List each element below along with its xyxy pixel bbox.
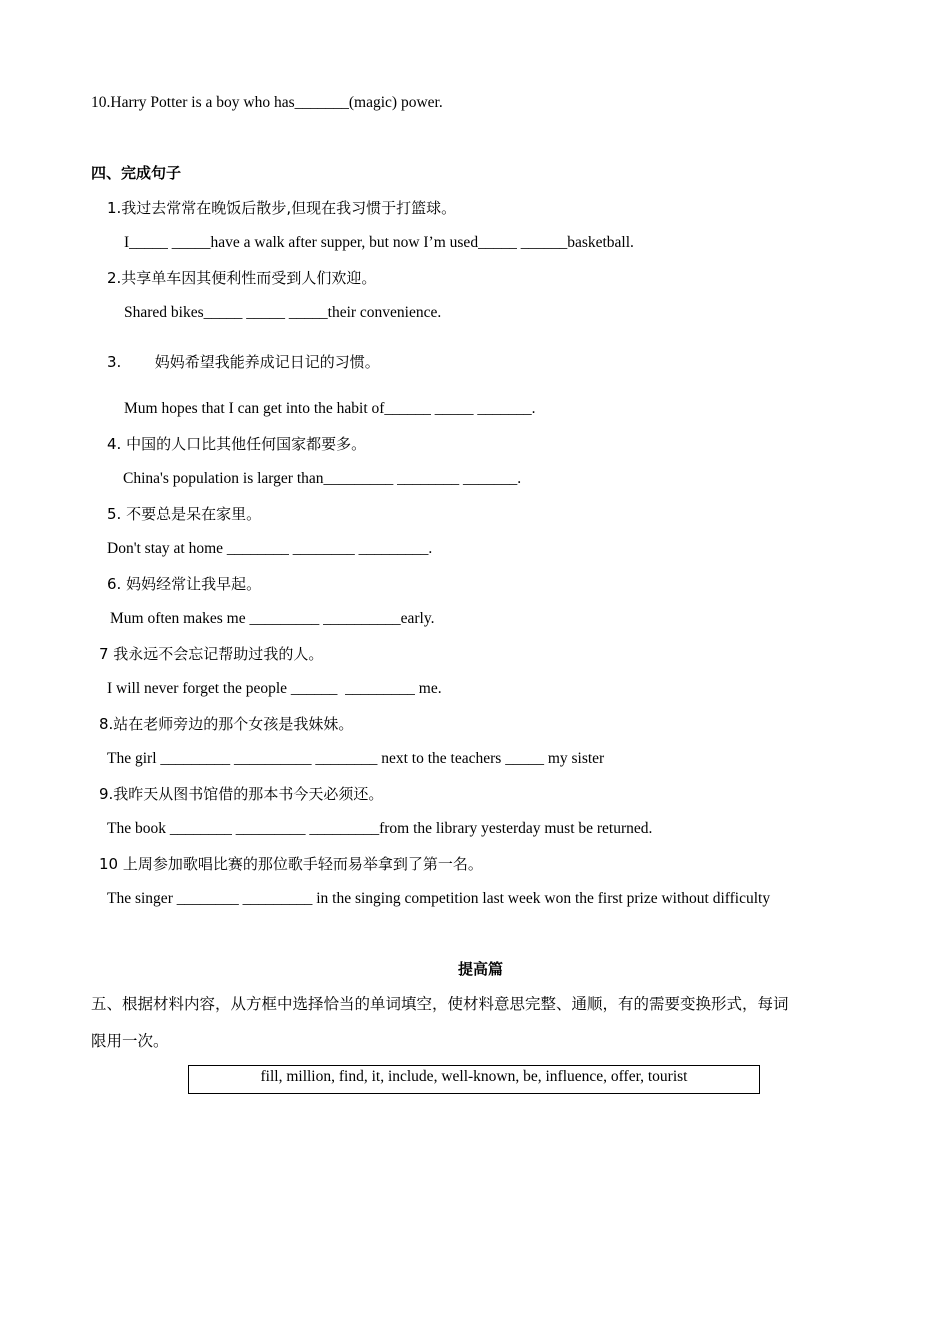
item-8-english: The girl _________ __________ ________ next to the teachers _____ my sister (107, 750, 605, 767)
item-9-chinese: 9.我昨天从图书馆借的那本书今天必须还。 (99, 785, 384, 803)
item-8-chinese: 8.站在老师旁边的那个女孩是我妹妹。 (99, 715, 354, 733)
item-4-english: China's population is larger than_________ ________ _______. (123, 470, 522, 487)
item-7-chinese: 7 我永远不会忘记帮助过我的人。 (99, 645, 324, 663)
question-10: 10.Harry Potter is a boy who has_______(magic) power. (91, 94, 443, 111)
item-5-chinese: 5. 不要总是呆在家里。 (107, 505, 262, 523)
instruction-line-1: 五、根据材料内容，从方框中选择恰当的单词填空，使材料意思完整、通顺，有的需要变换形式，每词 (91, 995, 789, 1013)
instruction-line-2: 限用一次。 (91, 1032, 169, 1050)
item-7-english: I will never forget the people ______ _________ me. (107, 680, 442, 697)
item-10-chinese: 10 上周参加歌唱比赛的那位歌手轻而易举拿到了第一名。 (99, 855, 483, 873)
item-2-chinese: 2.共享单车因其便利性而受到人们欢迎。 (107, 269, 377, 287)
item-6-english: Mum often makes me _________ __________early. (110, 610, 435, 627)
advanced-section-title: 提高篇 (458, 960, 504, 978)
word-bank-box: fill, million, find, it, include, well-known, be, influence, offer, tourist (188, 1065, 760, 1094)
item-3-english: Mum hopes that I can get into the habit of______ _____ _______. (124, 400, 536, 417)
item-3-chinese: 3. 妈妈希望我能养成记日记的习惯。 (107, 353, 380, 371)
section-title: 四、完成句子 (91, 164, 182, 182)
item-1-chinese: 1.我过去常常在晚饭后散步,但现在我习惯于打篮球。 (107, 199, 457, 217)
item-6-chinese: 6. 妈妈经常让我早起。 (107, 575, 262, 593)
item-4-chinese: 4. 中国的人口比其他任何国家都要多。 (107, 435, 367, 453)
item-1-english: I_____ _____have a walk after supper, but now I’m used_____ ______basketball. (124, 234, 634, 251)
item-10-english: The singer ________ _________ in the singing competition last week won the first prize without difficulty (107, 890, 771, 907)
item-2-english: Shared bikes_____ _____ _____their convenience. (124, 304, 442, 321)
item-9-english: The book ________ _________ _________from the library yesterday must be returned. (107, 820, 653, 837)
item-5-english: Don't stay at home ________ ________ _________. (107, 540, 433, 557)
